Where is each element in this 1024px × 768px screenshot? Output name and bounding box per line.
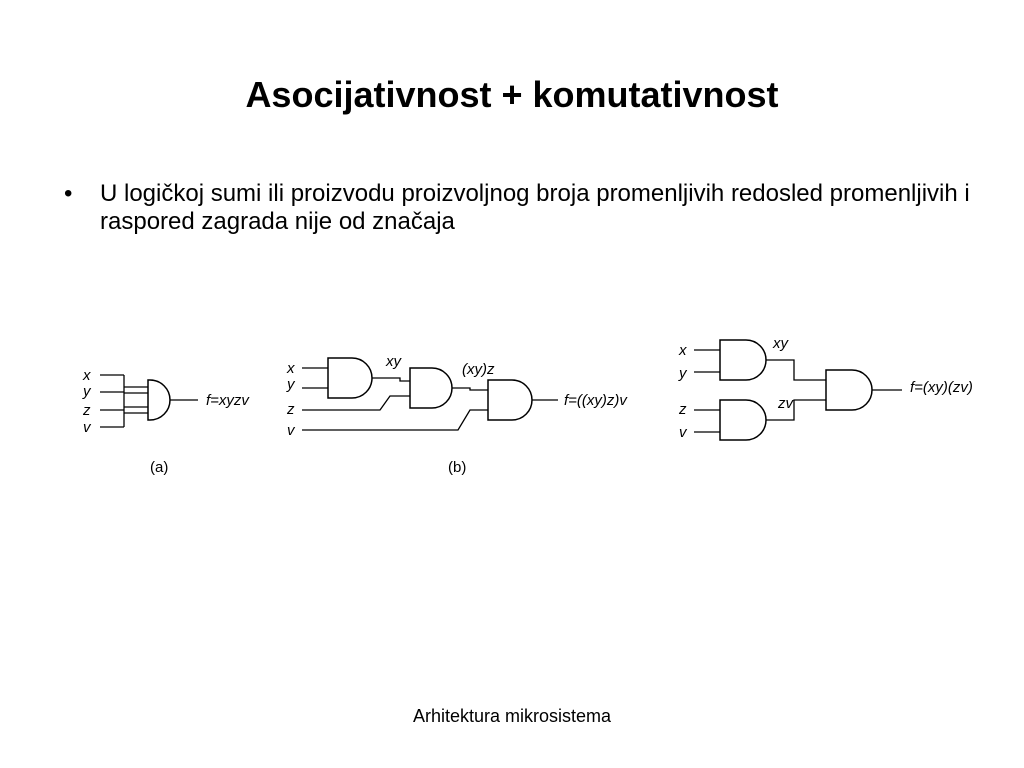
label-b-y: y bbox=[287, 376, 295, 393]
wire-c-xy bbox=[766, 360, 826, 380]
label-a-x: x bbox=[83, 367, 91, 384]
circuit-a bbox=[82, 367, 250, 476]
label-c-z: z bbox=[679, 401, 687, 418]
slide-title: Asocijativnost + komutativnost bbox=[245, 74, 779, 115]
wire-b-xyz bbox=[452, 388, 488, 390]
label-a-output: f=xyzv bbox=[206, 392, 249, 409]
and-gate-c3 bbox=[826, 370, 872, 410]
circuit-c bbox=[678, 335, 973, 441]
label-c-output: f=(xy)(zv) bbox=[910, 379, 973, 396]
and-gate-b3 bbox=[488, 380, 532, 420]
label-b-x: x bbox=[287, 360, 295, 377]
caption-a: (a) bbox=[150, 459, 169, 476]
caption-b: (b) bbox=[448, 459, 467, 476]
wire-b-xy bbox=[372, 378, 410, 381]
label-c-zv: zv bbox=[778, 395, 793, 412]
and-gate-b2 bbox=[410, 368, 452, 408]
slide-footer: Arhitektura mikrosistema bbox=[412, 706, 612, 726]
label-b-xyz: (xy)z bbox=[462, 361, 495, 378]
label-a-z: z bbox=[83, 402, 91, 419]
label-a-y: y bbox=[83, 383, 91, 400]
label-a-v: v bbox=[83, 419, 91, 436]
label-b-z: z bbox=[287, 401, 295, 418]
bullet-mark: • bbox=[64, 180, 73, 207]
label-b-v: v bbox=[287, 422, 295, 439]
bullet-text: U logičkoj sumi ili proizvodu proizvoljnog broja promenljivih redosled promenljivih i raspored zagrada nije od značaja bbox=[100, 180, 970, 235]
label-c-xy: xy bbox=[773, 335, 788, 352]
wire-b-v bbox=[302, 410, 488, 430]
and-gate-c2 bbox=[720, 400, 766, 440]
and-gate-c1 bbox=[720, 340, 766, 380]
and-gate-a bbox=[148, 380, 170, 420]
label-c-y: y bbox=[679, 365, 687, 382]
label-c-x: x bbox=[679, 342, 687, 359]
circuit-b bbox=[286, 353, 628, 476]
label-b-output: f=((xy)z)v bbox=[564, 392, 627, 409]
and-gate-b1 bbox=[328, 358, 372, 398]
label-c-v: v bbox=[679, 424, 687, 441]
wire-c-zv bbox=[766, 400, 826, 420]
label-b-xy: xy bbox=[386, 353, 401, 370]
